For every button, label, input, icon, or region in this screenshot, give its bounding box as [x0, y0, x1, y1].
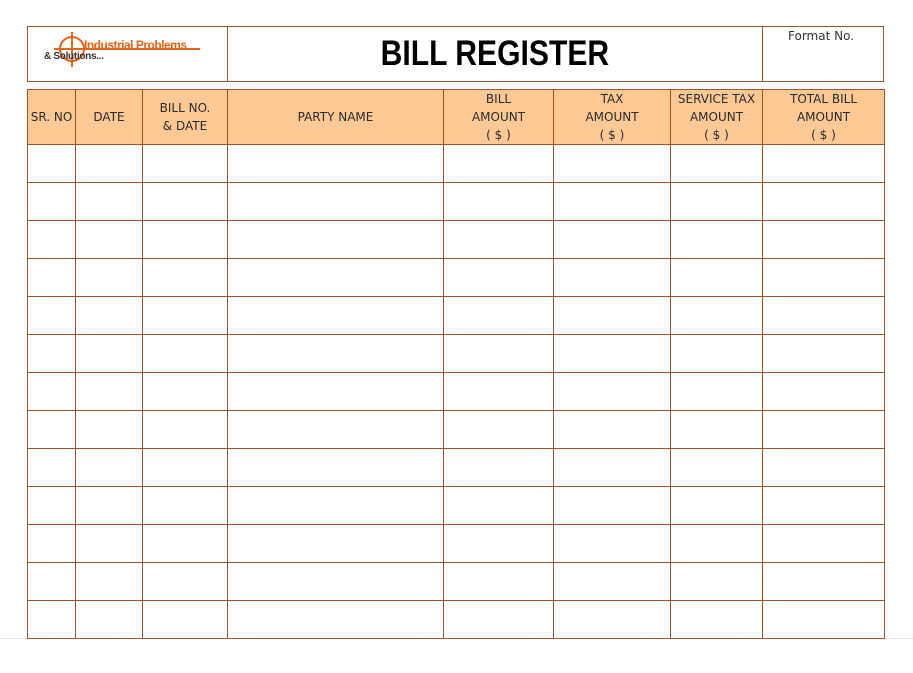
bill-amount-cell[interactable]	[444, 335, 554, 373]
bill-register-table	[27, 89, 885, 639]
tax-amount-cell[interactable]	[554, 373, 671, 411]
total-bill-amount-cell[interactable]	[763, 145, 885, 183]
service-tax-amount-cell[interactable]	[671, 221, 763, 259]
party-name-cell[interactable]	[228, 183, 444, 221]
bill-no-date-cell[interactable]	[143, 525, 228, 563]
service-tax-amount-cell[interactable]	[671, 449, 763, 487]
party-name-cell[interactable]	[228, 525, 444, 563]
date-cell[interactable]	[76, 259, 143, 297]
bill-amount-cell[interactable]	[444, 525, 554, 563]
logo-text-primary: Industrial Problems	[84, 38, 187, 52]
table-row	[28, 297, 885, 335]
date-cell[interactable]	[76, 525, 143, 563]
sr-no-cell[interactable]	[28, 183, 76, 221]
party-name-cell[interactable]	[228, 297, 444, 335]
sr-no-cell[interactable]	[28, 563, 76, 601]
sr-no-cell[interactable]	[28, 259, 76, 297]
tax-amount-cell[interactable]	[554, 221, 671, 259]
column-header-date: DATE	[76, 90, 143, 145]
service-tax-amount-cell[interactable]	[671, 563, 763, 601]
tax-amount-cell[interactable]	[554, 525, 671, 563]
sr-no-cell[interactable]	[28, 411, 76, 449]
sr-no-cell[interactable]	[28, 221, 76, 259]
table-row	[28, 145, 885, 183]
service-tax-amount-cell[interactable]	[671, 183, 763, 221]
tax-amount-cell[interactable]	[554, 449, 671, 487]
sr-no-cell[interactable]	[28, 297, 76, 335]
column-header-total-bill-amount: TOTAL BILL AMOUNT ( $ )	[763, 90, 885, 145]
tax-amount-cell[interactable]	[554, 487, 671, 525]
total-bill-amount-cell[interactable]	[763, 411, 885, 449]
bill-no-date-cell[interactable]	[143, 221, 228, 259]
party-name-cell[interactable]	[228, 563, 444, 601]
party-name-cell[interactable]	[228, 411, 444, 449]
service-tax-amount-cell[interactable]	[671, 601, 763, 639]
date-cell[interactable]	[76, 601, 143, 639]
bill-no-date-cell[interactable]	[143, 145, 228, 183]
total-bill-amount-cell[interactable]	[763, 601, 885, 639]
tax-amount-cell[interactable]	[554, 259, 671, 297]
bill-no-date-cell[interactable]	[143, 487, 228, 525]
total-bill-amount-cell[interactable]	[763, 297, 885, 335]
bill-no-date-cell[interactable]	[143, 449, 228, 487]
party-name-cell[interactable]	[228, 487, 444, 525]
date-cell[interactable]	[76, 373, 143, 411]
service-tax-amount-cell[interactable]	[671, 487, 763, 525]
date-cell[interactable]	[76, 145, 143, 183]
total-bill-amount-cell[interactable]	[763, 259, 885, 297]
tax-amount-cell[interactable]	[554, 335, 671, 373]
column-header-party-name: PARTY NAME	[228, 90, 444, 145]
bill-no-date-cell[interactable]	[143, 373, 228, 411]
logo-text-secondary: & Solutions...	[44, 51, 104, 62]
bill-no-date-cell[interactable]	[143, 335, 228, 373]
service-tax-amount-cell[interactable]	[671, 373, 763, 411]
total-bill-amount-cell[interactable]	[763, 563, 885, 601]
table-row	[28, 487, 885, 525]
service-tax-amount-cell[interactable]	[671, 297, 763, 335]
party-name-cell[interactable]	[228, 449, 444, 487]
total-bill-amount-cell[interactable]	[763, 487, 885, 525]
date-cell[interactable]	[76, 563, 143, 601]
bill-no-date-cell[interactable]	[143, 259, 228, 297]
table-row	[28, 335, 885, 373]
sr-no-cell[interactable]	[28, 601, 76, 639]
table-row	[28, 411, 885, 449]
total-bill-amount-cell[interactable]	[763, 335, 885, 373]
table-header-row	[28, 90, 885, 145]
bill-no-date-cell[interactable]	[143, 601, 228, 639]
date-cell[interactable]	[76, 449, 143, 487]
tax-amount-cell[interactable]	[554, 601, 671, 639]
table-row	[28, 221, 885, 259]
column-header-bill-amount: BILL AMOUNT ( $ )	[444, 90, 554, 145]
bill-amount-cell[interactable]	[444, 297, 554, 335]
column-header-service-tax-amount: SERVICE TAX AMOUNT ( $ )	[671, 90, 763, 145]
table-row	[28, 373, 885, 411]
date-cell[interactable]	[76, 183, 143, 221]
sr-no-cell[interactable]	[28, 487, 76, 525]
sr-no-cell[interactable]	[28, 449, 76, 487]
title-cell	[228, 27, 763, 81]
form-header	[27, 26, 884, 82]
table-row	[28, 601, 885, 639]
sr-no-cell[interactable]	[28, 335, 76, 373]
sr-no-cell[interactable]	[28, 525, 76, 563]
service-tax-amount-cell[interactable]	[671, 335, 763, 373]
total-bill-amount-cell[interactable]	[763, 183, 885, 221]
column-header-tax-amount: TAX AMOUNT ( $ )	[554, 90, 671, 145]
party-name-cell[interactable]	[228, 145, 444, 183]
table-body	[28, 145, 885, 639]
bill-amount-cell[interactable]	[444, 411, 554, 449]
bill-amount-cell[interactable]	[444, 183, 554, 221]
service-tax-amount-cell[interactable]	[671, 259, 763, 297]
total-bill-amount-cell[interactable]	[763, 525, 885, 563]
service-tax-amount-cell[interactable]	[671, 145, 763, 183]
bill-amount-cell[interactable]	[444, 563, 554, 601]
bill-no-date-cell[interactable]	[143, 411, 228, 449]
table-row	[28, 525, 885, 563]
party-name-cell[interactable]	[228, 335, 444, 373]
sr-no-cell[interactable]	[28, 145, 76, 183]
tax-amount-cell[interactable]	[554, 145, 671, 183]
bill-no-date-cell[interactable]	[143, 183, 228, 221]
total-bill-amount-cell[interactable]	[763, 221, 885, 259]
date-cell[interactable]	[76, 335, 143, 373]
service-tax-amount-cell[interactable]	[671, 525, 763, 563]
bill-amount-cell[interactable]	[444, 373, 554, 411]
bill-no-date-cell[interactable]	[143, 563, 228, 601]
tax-amount-cell[interactable]	[554, 297, 671, 335]
bill-amount-cell[interactable]	[444, 145, 554, 183]
party-name-cell[interactable]	[228, 259, 444, 297]
table-row	[28, 449, 885, 487]
date-cell[interactable]	[76, 411, 143, 449]
tax-amount-cell[interactable]	[554, 411, 671, 449]
tax-amount-cell[interactable]	[554, 183, 671, 221]
sr-no-cell[interactable]	[28, 373, 76, 411]
bill-amount-cell[interactable]	[444, 601, 554, 639]
bill-amount-cell[interactable]	[444, 259, 554, 297]
logo	[28, 27, 228, 81]
table-row	[28, 183, 885, 221]
page-title: BILL REGISTER	[380, 34, 610, 73]
bill-amount-cell[interactable]	[444, 221, 554, 259]
column-header-sr-no: SR. NO	[28, 90, 76, 145]
party-name-cell[interactable]	[228, 601, 444, 639]
date-cell[interactable]	[76, 221, 143, 259]
bill-amount-cell[interactable]	[444, 449, 554, 487]
format-number-label: Format No.	[788, 29, 855, 43]
format-number-cell[interactable]	[763, 27, 883, 81]
party-name-cell[interactable]	[228, 373, 444, 411]
service-tax-amount-cell[interactable]	[671, 411, 763, 449]
party-name-cell[interactable]	[228, 221, 444, 259]
date-cell[interactable]	[76, 487, 143, 525]
date-cell[interactable]	[76, 297, 143, 335]
bill-no-date-cell[interactable]	[143, 297, 228, 335]
table-row	[28, 259, 885, 297]
table-row	[28, 563, 885, 601]
total-bill-amount-cell[interactable]	[763, 449, 885, 487]
tax-amount-cell[interactable]	[554, 563, 671, 601]
bill-amount-cell[interactable]	[444, 487, 554, 525]
total-bill-amount-cell[interactable]	[763, 373, 885, 411]
column-header-bill-no-date: BILL NO. & DATE	[143, 90, 228, 145]
